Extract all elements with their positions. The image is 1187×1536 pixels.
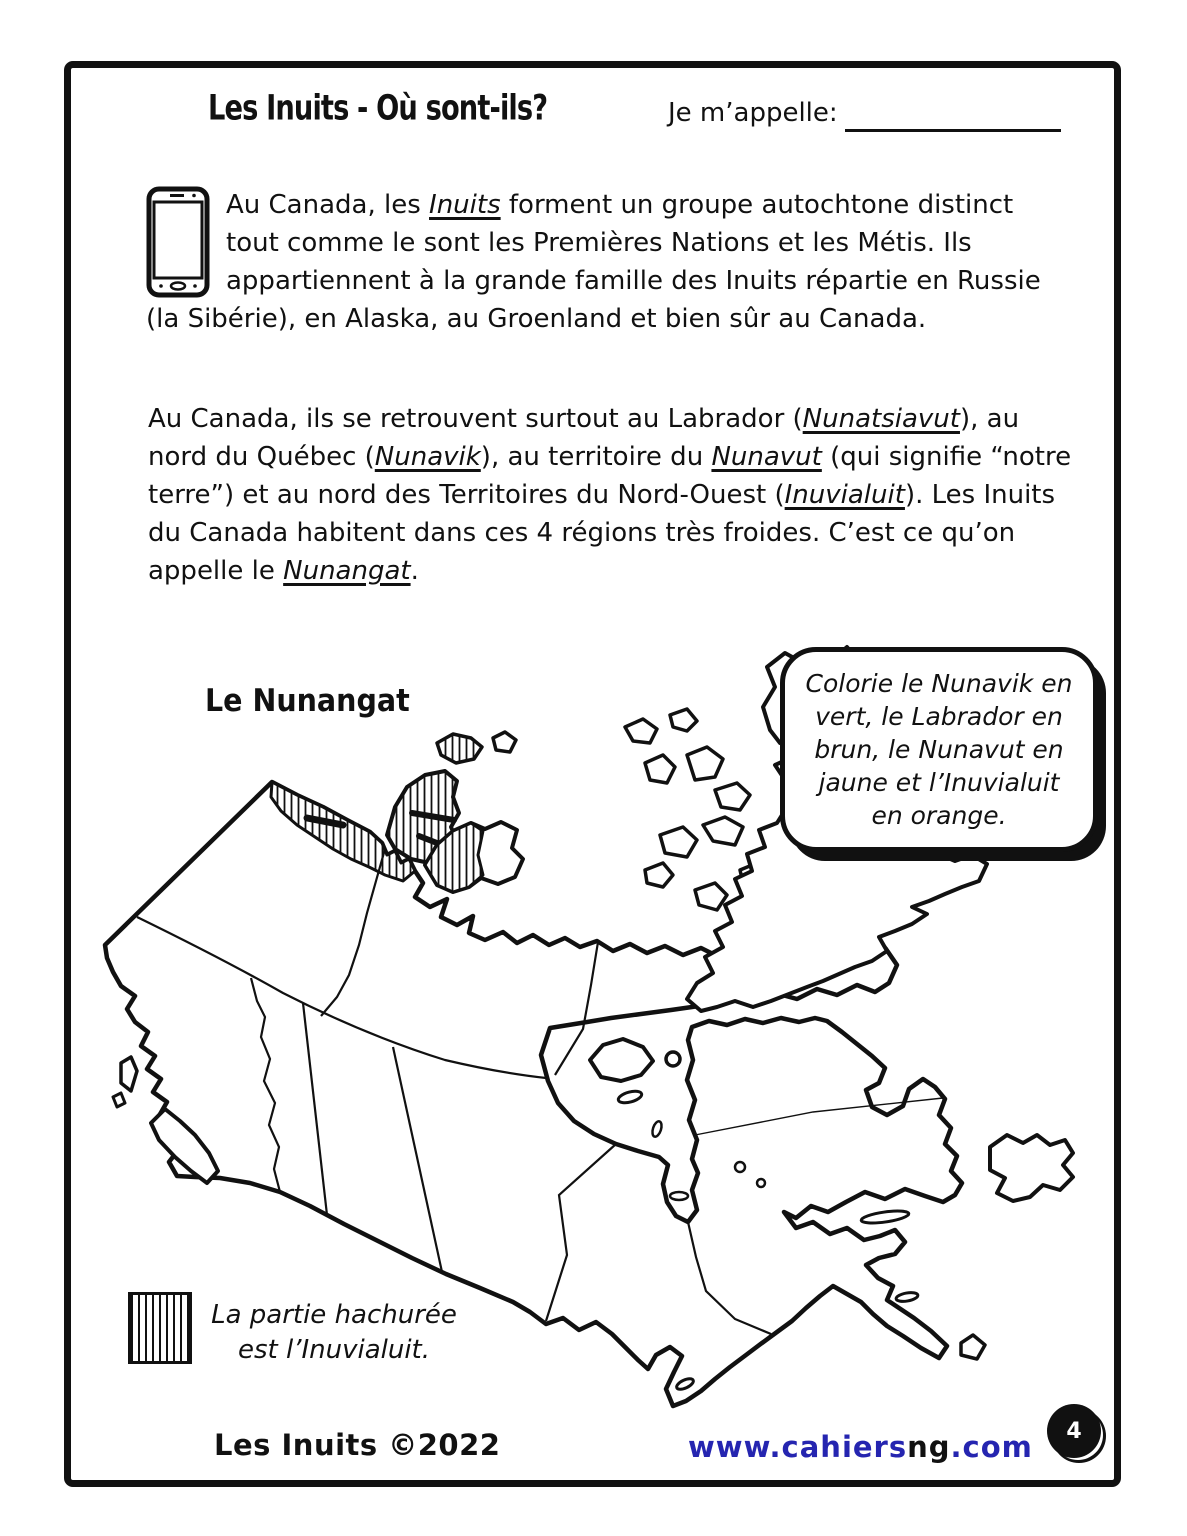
p2-text-4: (qui signifie “notre terre”) et au nord des Territoires du Nord-Ouest ( bbox=[148, 442, 1072, 510]
legend-line-1: La partie hachurée bbox=[211, 1300, 457, 1330]
term-nunavut: Nunavut bbox=[711, 442, 822, 472]
footer-url[interactable] bbox=[688, 1430, 1033, 1464]
p2-text-1: Au Canada, ils se retrouvent surtout au Labrador ( bbox=[148, 404, 803, 434]
legend-caption bbox=[196, 1298, 472, 1368]
legend-line-2: est l’Inuvialuit. bbox=[237, 1335, 431, 1365]
p2-text-3: ), au territoire du bbox=[480, 442, 712, 472]
term-inuits: Inuits bbox=[429, 190, 501, 220]
term-nunavik: Nunavik bbox=[374, 442, 481, 472]
term-nunangat: Nunangat bbox=[283, 556, 411, 586]
url-www: www.cahiers bbox=[688, 1430, 908, 1464]
p2-text-2: ), au nord du Québec ( bbox=[148, 404, 1020, 472]
p2-text-5: ). Les Inuits du Canada habitent dans ces 4 régions très froides. C’est ce qu’on appelle le bbox=[148, 480, 1056, 586]
p2-text-6: . bbox=[410, 556, 419, 586]
url-ng: ng bbox=[907, 1430, 951, 1464]
callout-text: Colorie le Nunavik en vert, le Labrador en brun, le Nunavut en jaune et l’Inuvialuit en orange. bbox=[805, 669, 1073, 830]
name-label: Je m’appelle: bbox=[668, 98, 838, 128]
page-number-badge bbox=[1047, 1404, 1101, 1458]
intro-text-2: forment un groupe autochtone distinct tout comme le sont les Premières Nations et les Métis. Ils appartiennent à la grande famille des Inuits répartie en Russie (la Sibérie), en Alaska, au Groenland et bien sûr au Canada. bbox=[146, 190, 1041, 334]
url-com: .com bbox=[950, 1430, 1033, 1464]
term-nunatsiavut: Nunatsiavut bbox=[802, 404, 960, 434]
phone-icon bbox=[146, 186, 226, 298]
footer-credit: Les Inuits ©2022 bbox=[214, 1428, 501, 1462]
term-inuvialuit: Inuvialuit bbox=[784, 480, 905, 510]
map-title: Le Nunangat bbox=[205, 683, 410, 719]
worksheet-title: Les Inuits - Où sont-ils? bbox=[208, 88, 548, 129]
intro-paragraph bbox=[146, 186, 1068, 338]
instructions-callout bbox=[780, 647, 1098, 852]
regions-paragraph bbox=[148, 400, 1076, 590]
hatch-legend-swatch bbox=[128, 1292, 192, 1364]
intro-text-1: Au Canada, les bbox=[226, 190, 430, 220]
name-blank-line[interactable] bbox=[845, 129, 1061, 132]
page-number: 4 bbox=[1066, 1418, 1082, 1444]
